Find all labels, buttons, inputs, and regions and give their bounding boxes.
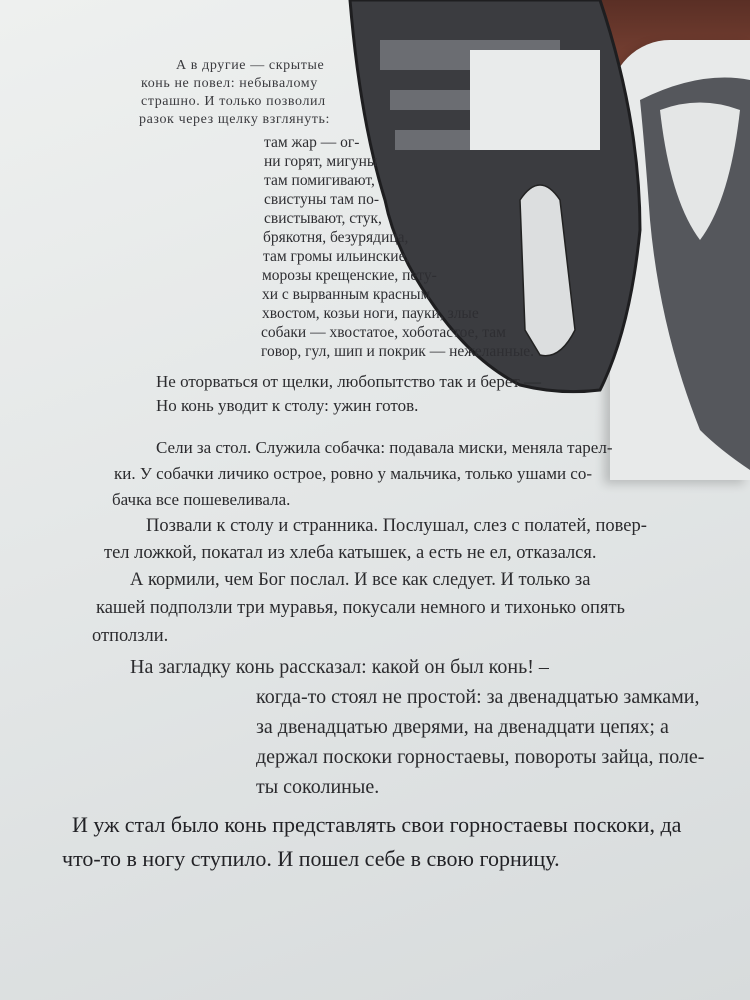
text-line: брякотня, безурядица, xyxy=(263,229,409,246)
text-line: А в другие — скрытые xyxy=(176,58,325,73)
text-line: страшно. И только позволил xyxy=(141,94,326,109)
text-line: морозы крещенские, пету- xyxy=(262,267,437,284)
window-icon xyxy=(470,50,600,150)
text-line: ты соколиные. xyxy=(256,776,380,798)
text-line: там помигивают, xyxy=(264,172,375,189)
text-line: А кормили, чем Бог послал. И все как следует. И только за xyxy=(130,570,591,590)
text-line: держал поскоки горностаевы, повороты зайца, поле- xyxy=(256,746,705,768)
text-line: там громы ильинские, xyxy=(263,248,410,265)
text-line: И уж стал было конь представлять свои горностаевы поскоки, да xyxy=(72,812,682,837)
text-line: кашей подползли три муравья, покусали немного и тихонько опять xyxy=(96,598,625,618)
text-line: Но конь уводит к столу: ужин готов. xyxy=(156,396,419,415)
text-line: Сели за стол. Служила собачка: подавала миски, меняла тарел- xyxy=(156,438,613,457)
text-line: ни горят, мигуны xyxy=(264,153,378,170)
text-line: Позвали к столу и странника. Послушал, слез с полатей, повер- xyxy=(146,516,647,536)
text-line: свистуны там по- xyxy=(264,191,380,208)
text-line: ки. У собачки личико острое, ровно у мальчика, только ушами со- xyxy=(114,464,593,483)
text-line: разок через щелку взглянуть: xyxy=(139,112,330,127)
text-line: Не оторваться от щелки, любопытство так и берет — xyxy=(156,372,542,391)
text-line: На загладку конь рассказал: какой он был конь! – xyxy=(130,656,549,678)
text-line: хвостом, козьи ноги, пауки, злые xyxy=(262,305,479,322)
text-line: свистывают, стук, xyxy=(264,210,382,227)
text-line: хи с вырванным красным xyxy=(262,286,431,303)
text-line: что-то в ногу ступило. И пошел себе в свою горницу. xyxy=(62,846,560,871)
text-line: бачка все пошевеливала. xyxy=(112,490,291,509)
text-line: там жар — ог- xyxy=(264,134,360,151)
text-line: за двенадцатью дверями, на двенадцати цепях; а xyxy=(256,716,669,738)
text-line: тел ложкой, покатал из хлеба катышек, а есть не ел, отказался. xyxy=(104,543,597,563)
text-line: собаки — хвостатое, хоботастое, там xyxy=(261,324,506,341)
text-line: когда-то стоял не простой: за двенадцатью замками, xyxy=(256,686,700,708)
text-line: отползли. xyxy=(92,626,169,646)
text-line: конь не повел: небывалому xyxy=(141,76,318,91)
text-line: говор, гул, шип и покрик — нежеланные. xyxy=(261,343,534,360)
